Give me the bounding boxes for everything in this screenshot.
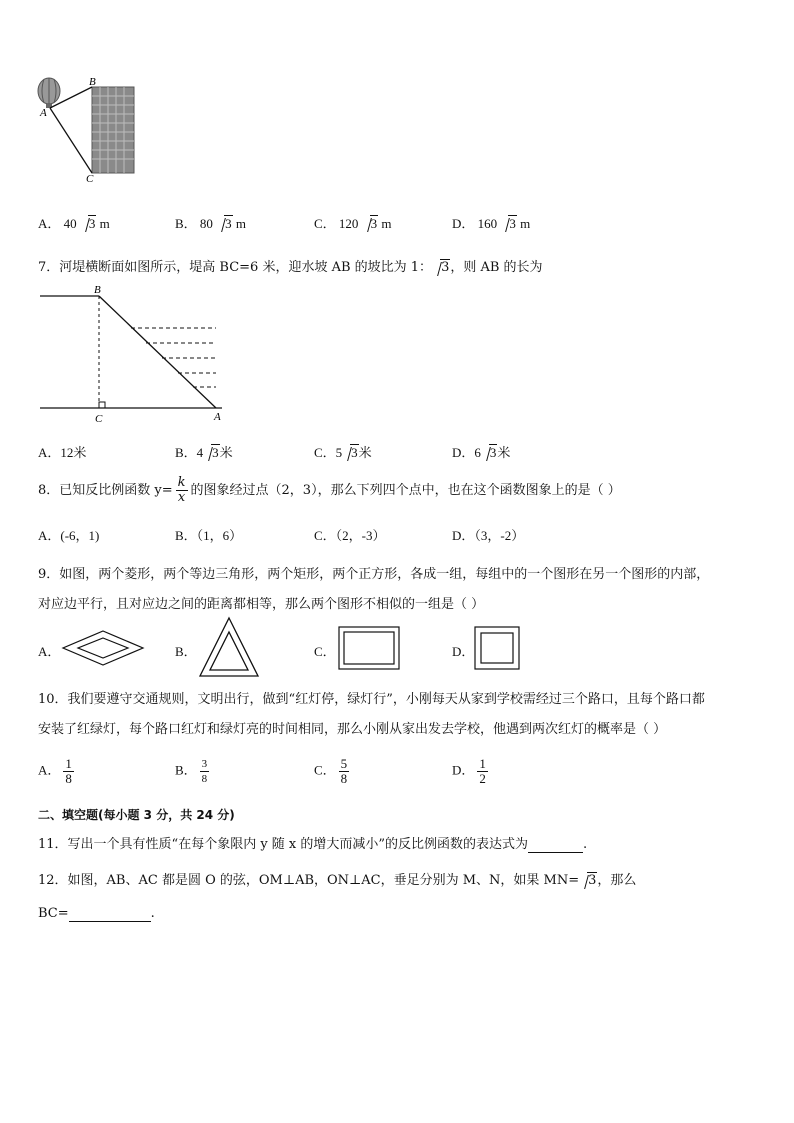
q9-stem-line1: 9．如图，两个菱形，两个等边三角形，两个矩形，两个正方形，各成一组，每组中的一个图形在另一个图形的内部， bbox=[38, 567, 710, 582]
q6-option-b: B． 80 3 m bbox=[175, 216, 247, 231]
q7-water-lines bbox=[131, 328, 216, 387]
q10-option-c: C． $\frac{5}{8}$ bbox=[314, 756, 348, 786]
fraction: $\frac{1}{2}$ bbox=[479, 756, 486, 786]
q7-option-d: D．6 3米 bbox=[452, 445, 511, 460]
q7-option-c: C．5 3米 bbox=[314, 445, 372, 460]
q8-option-a: A．(-6，1) bbox=[38, 528, 100, 543]
q6-label-b: B bbox=[89, 76, 96, 88]
sqrt: 3 bbox=[481, 445, 498, 461]
rhombus-icon bbox=[60, 628, 146, 668]
building-icon bbox=[92, 87, 134, 173]
q6-option-a: A． 40 3 m bbox=[38, 216, 110, 231]
sqrt: 3 bbox=[432, 260, 450, 275]
sqrt: 3 bbox=[579, 873, 597, 888]
answer-blank[interactable] bbox=[69, 906, 151, 922]
q7-option-b: B．4 3米 bbox=[175, 445, 233, 460]
sqrt: 3 bbox=[342, 445, 359, 461]
fraction: $\frac{5}{8}$ bbox=[340, 756, 348, 786]
q6-label-c: C bbox=[86, 173, 94, 185]
answer-blank[interactable] bbox=[528, 837, 583, 853]
q7-stem: 7．河堤横断面如图所示，堤高 BC=6 米，迎水坡 AB 的坡比为 1： 3，则 AB 的长为 bbox=[38, 260, 543, 275]
q10-stem-line1: 10．我们要遵守交通规则，文明出行，做到“红灯停，绿灯行”，小刚每天从家到学校需经过三个路口，且每个路口都 bbox=[38, 692, 705, 707]
fraction: $\frac{3}{8}$ bbox=[201, 758, 208, 785]
q6-option-c: C． 120 3 m bbox=[314, 216, 392, 231]
q10-option-b: B． $\frac{3}{8}$ bbox=[175, 758, 208, 785]
fraction: $\frac{k}{x}$ bbox=[177, 475, 186, 505]
q8-option-d: D．（3，-2） bbox=[452, 528, 525, 543]
q11-stem: 11．写出一个具有性质“在每个象限内 y 随 x 的增大而减小”的反比例函数的表达式为 . bbox=[38, 837, 588, 852]
q7-option-a: A．12米 bbox=[38, 445, 87, 460]
section-title: 二、填空题(每小题 3 分，共 24 分) bbox=[38, 808, 235, 822]
right-angle-icon bbox=[99, 402, 105, 408]
q7-figure bbox=[36, 284, 226, 426]
sqrt: 3 bbox=[500, 216, 517, 232]
q8-stem: 8．已知反比例函数 y= $\frac{k}{x}$ 的图象经过点（2，3），那么下列四个点中，也在这个函数图象上的是（ ） bbox=[38, 475, 621, 505]
q7-label-a: A bbox=[214, 411, 221, 423]
sqrt: 3 bbox=[362, 216, 379, 232]
q12-answer-line: BC= . bbox=[38, 906, 155, 921]
q6-figure bbox=[34, 74, 144, 186]
q8-option-b: B．（1，6） bbox=[175, 528, 243, 543]
q9-option-a-label: A． bbox=[38, 644, 61, 659]
sqrt: 3 bbox=[203, 445, 220, 461]
fraction: $\frac{1}{8}$ bbox=[65, 756, 72, 786]
q7-slope-ab bbox=[99, 296, 216, 408]
q10-option-d: D． $\frac{1}{2}$ bbox=[452, 756, 486, 786]
q7-label-b: B bbox=[94, 284, 101, 296]
square-icon bbox=[472, 624, 522, 672]
q8-option-c: C．（2，-3） bbox=[314, 528, 386, 543]
q6-option-d: D． 160 3 m bbox=[452, 216, 531, 231]
triangle-icon bbox=[196, 614, 262, 680]
rectangle-icon bbox=[336, 624, 402, 672]
q10-stem-line2: 安装了红绿灯，每个路口红灯和绿灯亮的时间相同，那么小刚从家出发去学校，他遇到两次红灯的概率是（ ） bbox=[38, 722, 667, 737]
q9-option-c-label: C． bbox=[314, 644, 336, 659]
balloon-icon bbox=[38, 78, 60, 108]
q9-option-b-label: B． bbox=[175, 644, 197, 659]
sqrt: 3 bbox=[216, 216, 233, 232]
q12-stem: 12．如图，AB、AC 都是圆 O 的弦，OM⊥AB，ON⊥AC，垂足分别为 M、N，如果 MN= 3，那么 bbox=[38, 873, 637, 888]
sqrt: 3 bbox=[80, 216, 97, 232]
q9-stem-line2: 对应边平行，且对应边之间的距离都相等，那么两个图形不相似的一组是（ ） bbox=[38, 597, 485, 612]
q7-label-c: C bbox=[95, 413, 103, 425]
q6-label-a: A bbox=[40, 107, 47, 119]
q10-option-a: A． $\frac{1}{8}$ bbox=[38, 756, 72, 786]
q9-option-d-label: D． bbox=[452, 644, 475, 659]
